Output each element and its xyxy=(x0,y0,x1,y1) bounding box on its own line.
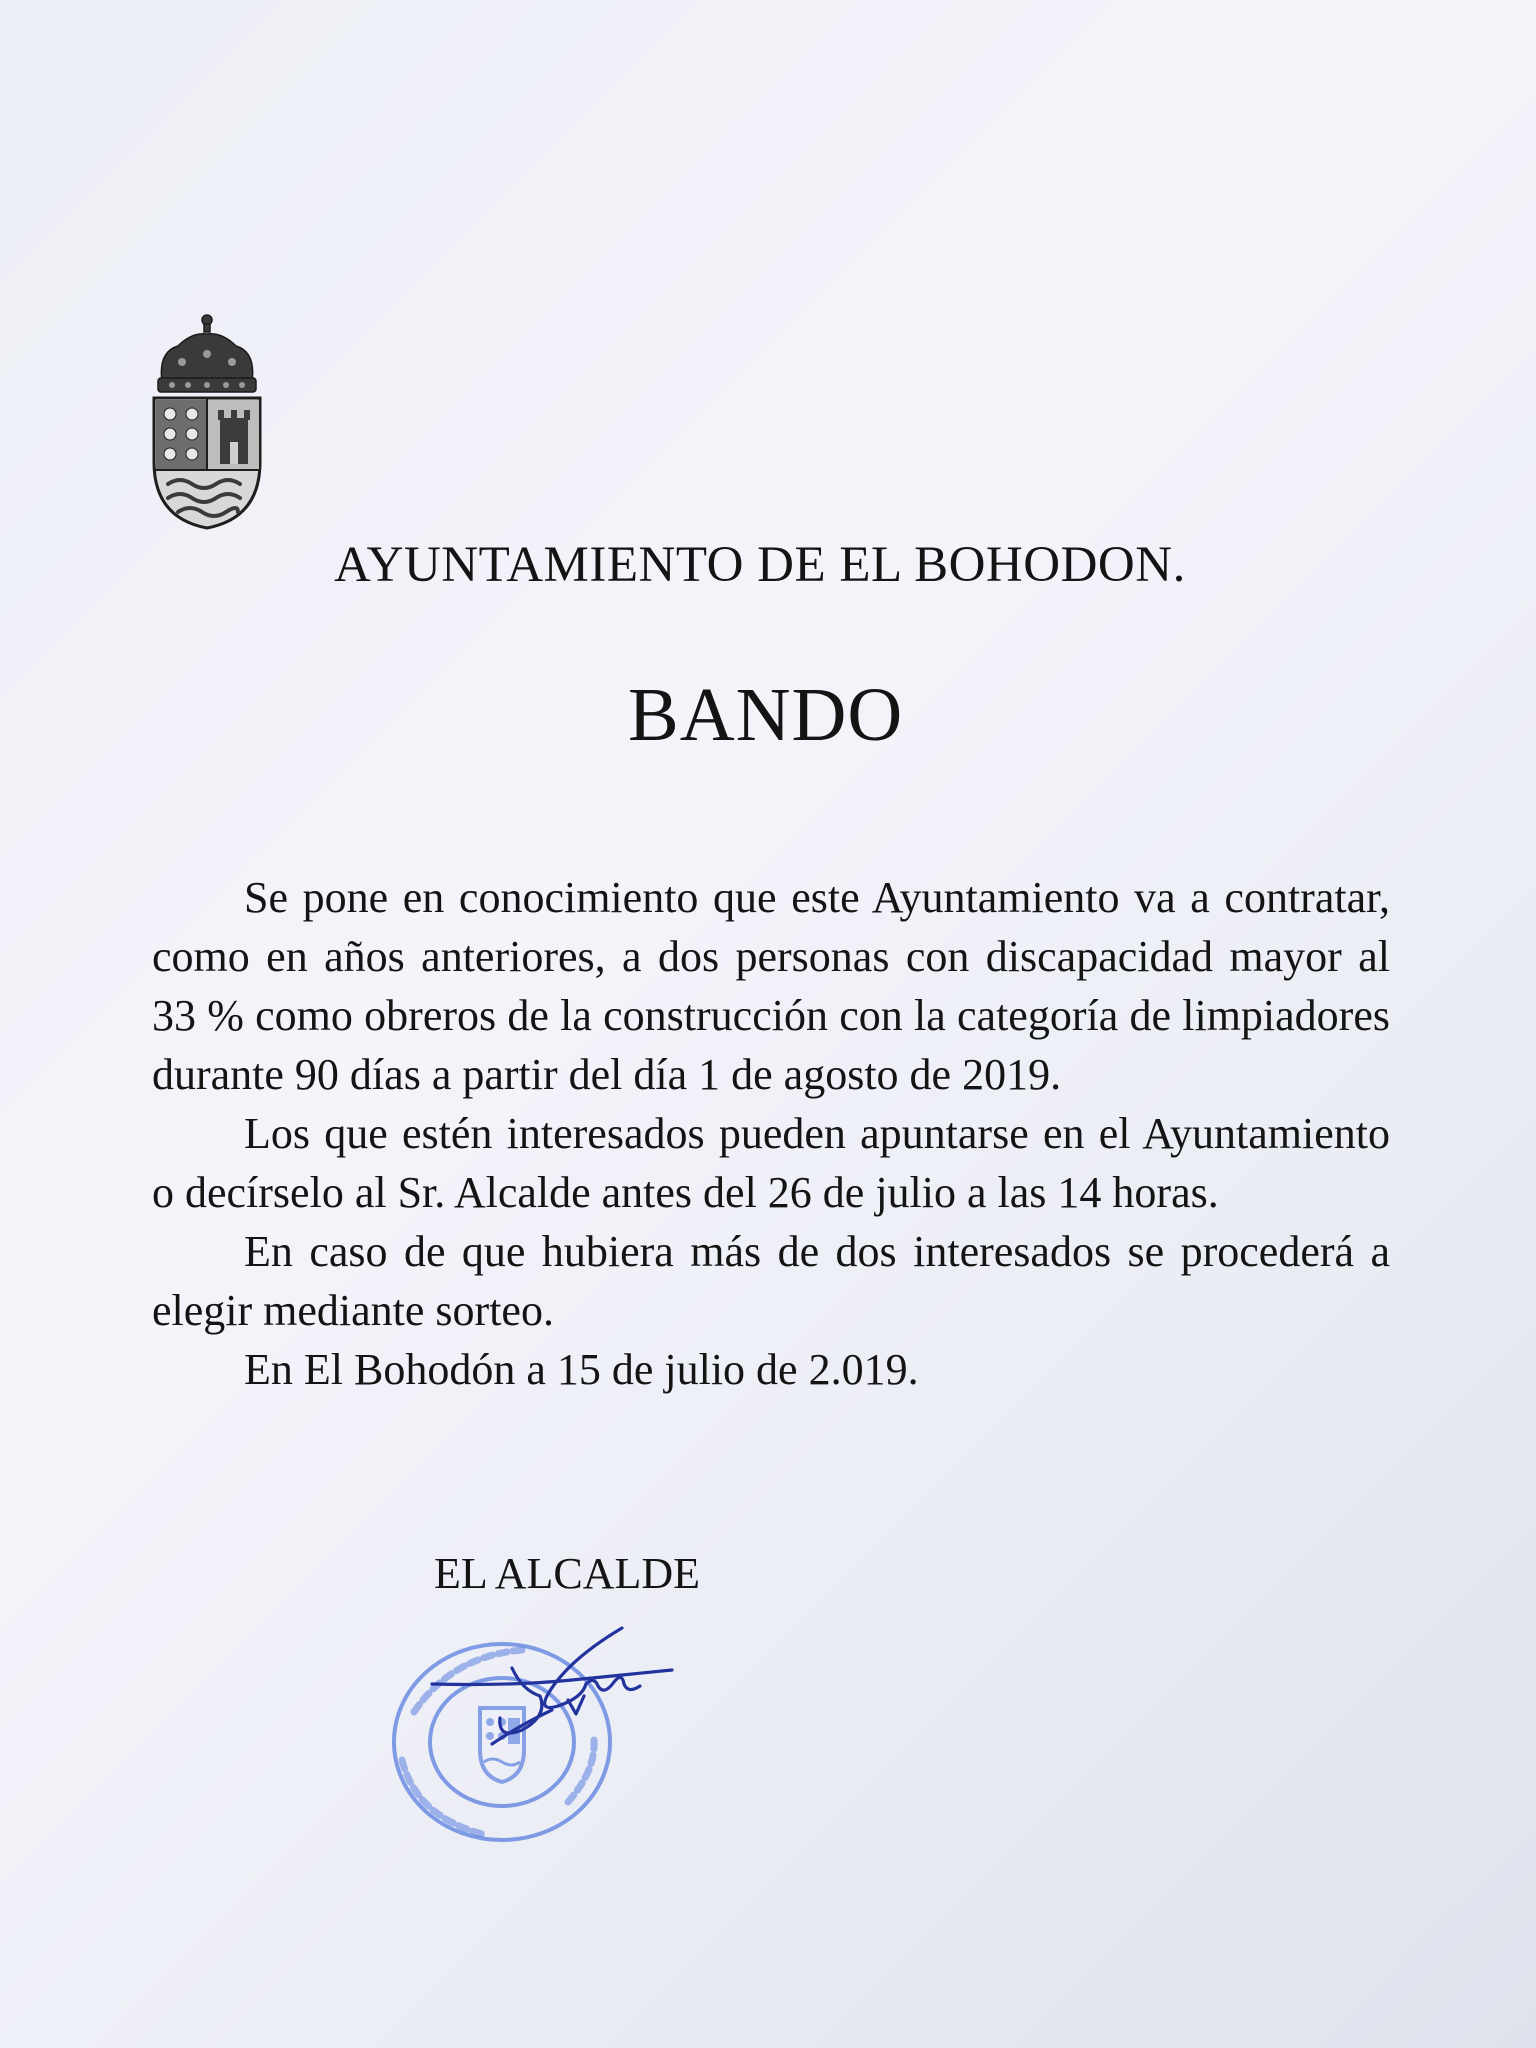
paragraph-date-place: En El Bohodón a 15 de julio de 2.019. xyxy=(244,1345,919,1394)
paragraph-lottery: En caso de que hubiera más de dos interesados se procederá a elegir mediante sorteo. xyxy=(152,1227,1390,1335)
paragraph-announcement: Se pone en conocimiento que este Ayuntamiento va a contratar, como en años anteriores, a dos personas con discapacidad mayor al 33 % como obreros de la construcción con la categoría de limpiadores durante 90 días a partir del día 1 de agosto de 2019. xyxy=(152,873,1390,1099)
document-body xyxy=(152,868,1390,1399)
coat-of-arms-icon xyxy=(148,312,266,532)
stamp-and-signature-icon xyxy=(372,1620,692,1860)
document-title: BANDO xyxy=(628,673,904,757)
organization-heading: AYUNTAMIENTO DE EL BOHODON. xyxy=(334,537,1186,593)
signer-role: EL ALCALDE xyxy=(434,1549,700,1598)
paragraph-registration: Los que estén interesados pueden apuntarse en el Ayuntamiento o decírselo al Sr. Alcalde antes del 26 de julio a las 14 horas. xyxy=(152,1109,1390,1217)
